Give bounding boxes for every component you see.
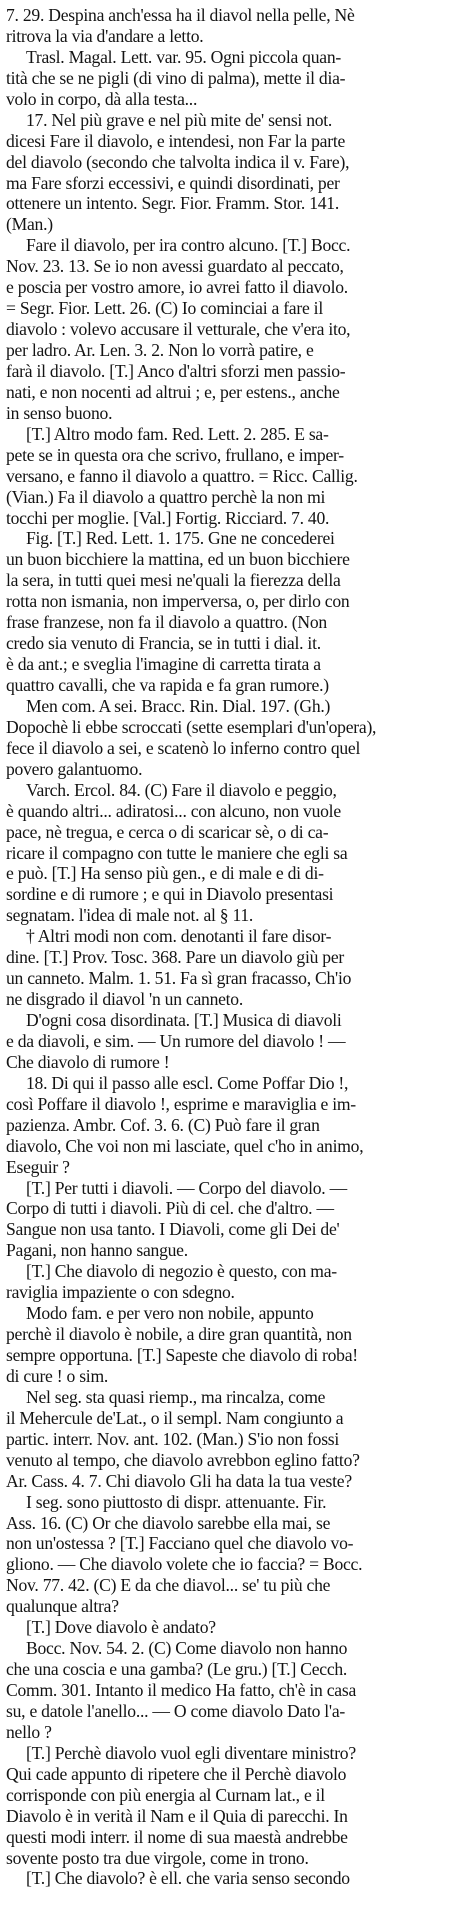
text-line: per ladro. Ar. Len. 3. 2. Non lo vorrà patire, e <box>6 340 314 360</box>
text-line: Nel seg. sta quasi riemp., ma rincalza, come <box>26 1386 326 1407</box>
text-line: il Mehercule de'Lat., o il sempl. Nam congiunto a <box>6 1407 344 1428</box>
text-line: è da ant.; e sveglia l'imagine di carretta tirata a <box>6 654 321 675</box>
text-line: farà il diavolo. [T.] Anco d'altri sforzi men passio- <box>6 360 346 381</box>
text-line: Ass. 16. (C) Or che diavolo sarebbe ella mai, se <box>6 1512 331 1533</box>
text-line: che una coscia e una gamba? (Le gru.) [T.] Cecch. <box>6 1659 348 1680</box>
text-line: 17. Nel più grave e nel più mite de' sensi not. <box>26 109 333 130</box>
text-line: [T.] Perchè diavolo vuol egli diventare ministro? <box>26 1742 356 1763</box>
text-line: ne disgrado il diavol 'n un canneto. <box>6 989 244 1010</box>
text-line: [T.] Altro modo fam. Red. Lett. 2. 285. E sa- <box>26 423 329 444</box>
text-line: perchè il diavolo è nobile, a dire gran quantità, non <box>6 1324 352 1345</box>
text-line: povero galantuomo. <box>6 758 143 779</box>
text-line: Eseguir ? <box>6 1156 70 1177</box>
text-line: Trasl. Magal. Lett. var. 95. Ogni piccola quan- <box>26 46 341 67</box>
text-line: [T.] Dove diavolo è andato? <box>26 1617 216 1638</box>
text-line: Diavolo è in verità il Nam e il Quia di parecchi. In <box>6 1805 348 1826</box>
text-line: = Segr. Fior. Lett. 26. (C) Io cominciai a fare il <box>6 298 323 319</box>
text-line: Comm. 301. Intanto il medico Ha fatto, ch'è in casa <box>6 1680 357 1700</box>
text-line: è quando altri... adiratosi... con alcuno, non vuole <box>6 800 341 821</box>
text-line: venuto al tempo, che diavolo avrebbon eglino fatto? <box>6 1449 360 1470</box>
text-line: non un'ostessa ? [T.] Facciano quel che diavolo vo- <box>6 1533 354 1554</box>
text-line: Men com. A sei. Bracc. Rin. Dial. 197. (Gh.) <box>26 695 331 716</box>
text-line: Fare il diavolo, per ira contro alcuno. [T.] Bocc. <box>26 235 351 256</box>
text-line: un buon bicchiere la mattina, ed un buon bicchiere <box>6 549 350 570</box>
text-line: pete se in questa ora che scrivo, frullano, e imper- <box>6 444 344 465</box>
text-line: nati, e non nocenti ad altrui ; e, per estens., anche <box>6 381 340 402</box>
text-line: Sangue non usa tanto. I Diavoli, come gli Dei de' <box>6 1219 340 1240</box>
text-line: ritrova la via d'andare a letto. <box>6 25 204 46</box>
text-line: volo in corpo, dà alla testa... <box>6 88 198 109</box>
text-line: Ar. Cass. 4. 7. Chi diavolo Gli ha data la tua veste? <box>6 1470 352 1491</box>
text-line: 18. Di qui il passo alle escl. Come Poffar Dio !, <box>26 1072 349 1093</box>
text-line: (Vian.) Fa il diavolo a quattro perchè la non mi <box>6 486 326 507</box>
text-line: diavolo : volevo accusare il vetturale, che v'era ito, <box>6 319 351 340</box>
text-line: raviglia impaziente o con sdegno. <box>6 1282 235 1303</box>
text-line: segnatam. l'idea di male not. al § 11. <box>6 905 254 926</box>
text-line: pazienza. Ambr. Cof. 3. 6. (C) Può fare il gran <box>6 1114 320 1135</box>
text-line: Nov. 23. 13. Se io non avessi guardato al peccato, <box>6 256 344 277</box>
text-line: nello ? <box>6 1721 52 1742</box>
text-line: tocchi per moglie. [Val.] Fortig. Ricciard. 7. 40. <box>6 507 330 528</box>
text-line: e da diavoli, e sim. — Un rumore del diavolo ! — <box>6 1030 346 1051</box>
text-line: Che diavolo di rumore ! <box>6 1051 170 1072</box>
text-line: sovente posto tra due virgole, come in trono. <box>6 1847 309 1868</box>
text-line: frase franzese, non fa il diavolo a quattro. (Non <box>6 612 327 633</box>
text-line: Varch. Ercol. 84. (C) Fare il diavolo e peggio, <box>26 779 337 800</box>
text-line: † Altri modi non com. denotanti il fare disor- <box>26 926 332 947</box>
text-line: [T.] Che diavolo? è ell. che varia senso secondo <box>26 1868 350 1889</box>
text-line: Qui cade appunto di ripetere che il Perchè diavolo <box>6 1763 347 1784</box>
text-line: [T.] Per tutti i diavoli. — Corpo del diavolo. — <box>26 1177 347 1198</box>
text-line: quattro cavalli, che va rapida e fa gran rumore.) <box>6 675 329 695</box>
text-line: rotta non ismania, non imperversa, o, per dirlo con <box>6 591 350 612</box>
text-line: tità che se ne pigli (di vino di palma), mette il dia- <box>6 67 346 88</box>
text-line: gliono. — Che diavolo volete che io faccia? = Bocc. <box>6 1554 363 1575</box>
text-line: versano, e fanno il diavolo a quattro. = Ricc. Callig. <box>6 465 358 486</box>
text-line: e può. [T.] Ha senso più gen., e di male e di di- <box>6 863 324 884</box>
text-line: diavolo, Che voi non mi lasciate, quel c'ho in animo, <box>6 1135 364 1156</box>
text-line: Modo fam. e per vero non nobile, appunto <box>26 1303 314 1324</box>
text-line: Dopochè li ebbe scroccati (sette esemplari d'un'opera), <box>6 716 377 737</box>
text-line: Corpo di tutti i diavoli. Più di cel. che d'altro. — <box>6 1198 334 1219</box>
text-line: la sera, in tutti quei mesi ne'quali la fierezza della <box>6 570 341 591</box>
text-line: D'ogni cosa disordinata. [T.] Musica di diavoli <box>26 1010 342 1030</box>
text-line: in senso buono. <box>6 402 113 423</box>
text-line: qualunque altra? <box>6 1596 119 1617</box>
text-line: ricare il compagno con tutte le maniere che egli sa <box>6 842 348 863</box>
text-line: fece il diavolo a sei, e scatenò lo inferno contro quel <box>6 737 361 758</box>
text-line: (Man.) <box>6 214 53 235</box>
text-line: pace, nè tregua, e cerca o di scaricar sè, o di ca- <box>6 821 329 842</box>
text-line: così Poffare il diavolo !, esprime e maraviglia e im- <box>6 1093 356 1114</box>
text-line: corrisponde con più energia al Curnam lat., e il <box>6 1784 325 1805</box>
text-line: ottenere un intento. Segr. Fior. Framm. Stor. 141. <box>6 193 339 214</box>
text-line: su, e datole l'anello... — O come diavolo Dato l'a- <box>6 1700 346 1721</box>
text-line: 7. 29. Despina anch'essa ha il diavol nella pelle, Nè <box>6 5 355 25</box>
text-line: di cure ! o sim. <box>6 1365 109 1386</box>
text-line: e poscia per vostro amore, io avrei fatto il diavolo. <box>6 277 348 298</box>
text-line: dine. [T.] Prov. Tosc. 368. Pare un diavolo giù per <box>6 947 344 968</box>
text-line: questi modi interr. il nome di sua maestà andrebbe <box>6 1826 348 1847</box>
text-line: Fig. [T.] Red. Lett. 1. 175. Gne ne concederei <box>26 528 335 549</box>
text-line: Bocc. Nov. 54. 2. (C) Come diavolo non hanno <box>26 1638 348 1659</box>
text-line: credo sia venuto di Francia, se in tutti i dial. it. <box>6 633 321 654</box>
text-line: un canneto. Malm. 1. 51. Fa sì gran fracasso, Ch'io <box>6 968 352 989</box>
text-line: ma Fare sforzi eccessivi, e quindi disordinati, per <box>6 172 340 193</box>
text-line: I seg. sono piuttosto di dispr. attenuante. Fir. <box>26 1491 327 1512</box>
text-line: [T.] Che diavolo di negozio è questo, con ma- <box>26 1261 337 1282</box>
text-line: del diavolo (secondo che talvolta indica il v. Fare), <box>6 151 350 172</box>
text-line: Nov. 77. 42. (C) E da che diavol... se' tu più che <box>6 1575 331 1596</box>
text-line: dicesi Fare il diavolo, e intendesi, non Far la parte <box>6 130 346 151</box>
text-line: Pagani, non hanno sangue. <box>6 1240 188 1261</box>
text-line: sempre opportuna. [T.] Sapeste che diavolo di roba! <box>6 1345 358 1365</box>
text-line: partic. interr. Nov. ant. 102. (Man.) S'io non fossi <box>6 1428 340 1449</box>
text-line: sordine e di rumore ; e qui in Diavolo presentasi <box>6 884 334 905</box>
